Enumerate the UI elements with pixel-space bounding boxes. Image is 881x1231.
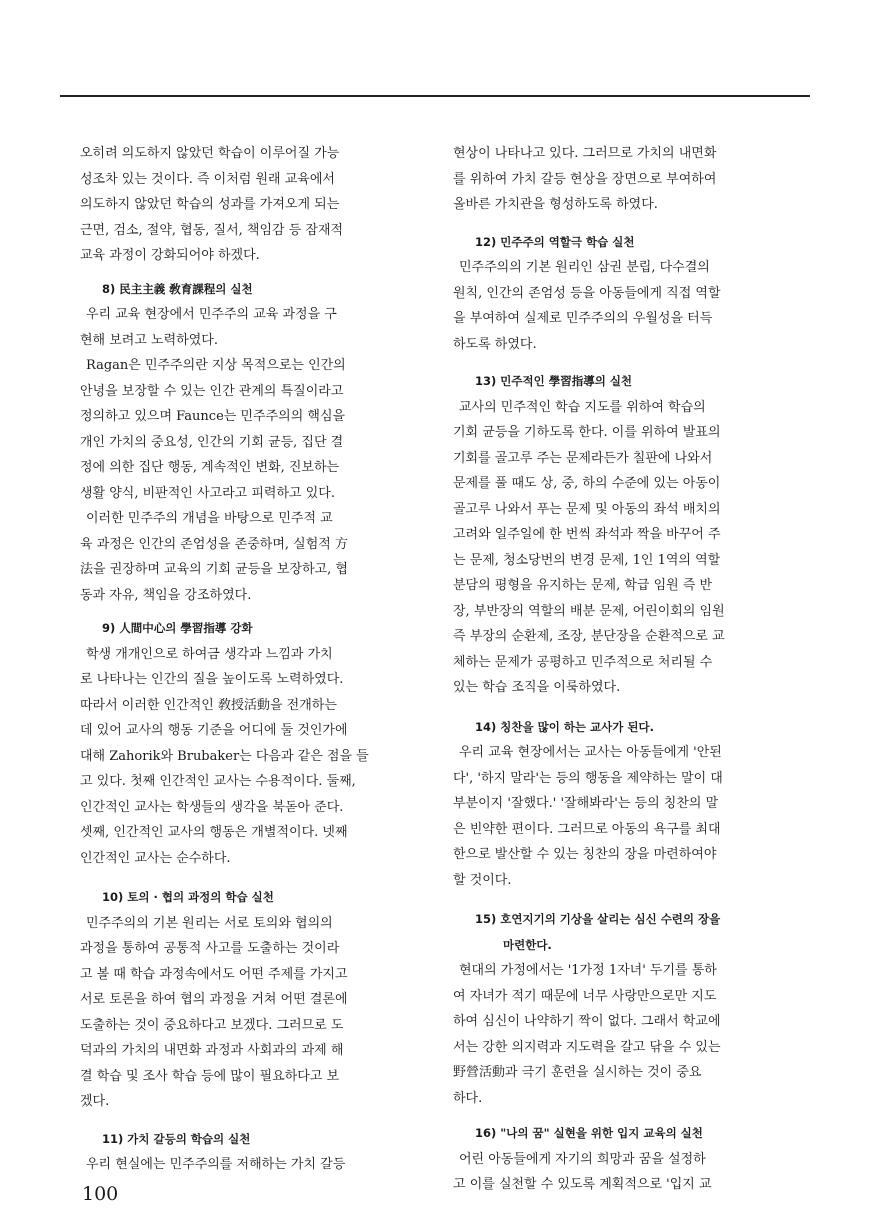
text-line: 도출하는 것이 중요하다고 보겠다. 그러므로 도 xyxy=(80,1017,344,1033)
text-line: 학생 개개인으로 하여금 생각과 느낌과 가치 xyxy=(86,646,333,662)
text-line: 고려와 일주일에 한 번씩 좌석과 짝을 바꾸어 주 xyxy=(453,527,721,542)
text-line: 을 부여하여 실제로 민주주의의 우월성을 터득 xyxy=(453,311,713,326)
text-line: 따라서 이러한 인간적인 敎授活動을 전개하는 xyxy=(80,697,337,713)
paragraph xyxy=(80,642,410,872)
text-line: 서는 강한 의지력과 지도력을 갈고 닦을 수 있는 xyxy=(453,1039,721,1055)
section-heading-12: 12) 민주주의 역할극 학습 실천 xyxy=(475,234,635,249)
text-line: 셋째, 인간적인 교사의 행동은 개별적이다. 넷째 xyxy=(80,825,348,840)
top-rule xyxy=(60,95,810,97)
text-line: 오히려 의도하지 않았던 학습이 이루어질 가능 xyxy=(80,146,340,161)
text-line: 성조차 있는 것이다. 즉 이처럼 원래 교육에서 xyxy=(80,171,335,187)
text-line: 골고루 나와서 푸는 문제 및 아동의 좌석 배치의 xyxy=(453,501,721,517)
text-line: 있는 학습 조직을 이룩하였다. xyxy=(453,680,621,695)
section-heading-9: 9) 人間中心의 學習指導 강화 xyxy=(102,621,253,635)
paragraph xyxy=(80,1152,410,1178)
section-heading-15: 15) 호연지기의 기상을 살리는 심신 수련의 장을 xyxy=(475,912,721,926)
section-heading-10: 10) 토의 · 협의 과정의 학습 실천 xyxy=(102,890,274,904)
text-line: 교육 과정이 강화되어야 하겠다. xyxy=(80,248,260,263)
text-line: 교사의 민주적인 학습 지도를 위하여 학습의 xyxy=(459,399,706,415)
text-line: 는 문제, 청소당번의 변경 문제, 1인 1역의 역할 xyxy=(453,552,721,568)
section-heading-16: 16) "나의 꿈" 실현을 위한 입지 교육의 실천 xyxy=(475,1126,703,1140)
text-line: 우리 교육 현장에서 민주주의 교육 과정을 구 xyxy=(86,307,337,322)
paragraph xyxy=(453,740,783,893)
section-heading-8: 8) 民主主義 敎育課程의 실천 xyxy=(102,281,253,296)
text-line: 여 자녀가 적기 때문에 너무 사랑만으로만 지도 xyxy=(453,988,717,1004)
text-line: 육 과정은 인간의 존엄성을 존중하며, 실험적 方 xyxy=(80,536,348,552)
text-line: 法을 권장하며 교육의 기회 균등을 보장하고, 협 xyxy=(80,562,348,577)
text-line: 이러한 민주주의 개념을 바탕으로 민주적 교 xyxy=(86,511,333,526)
text-line: 고 이를 실천할 수 있도록 계획적으로 '입지 교 xyxy=(453,1177,712,1192)
text-line: 어린 아동들에게 자기의 희망과 꿈을 설정하 xyxy=(459,1151,706,1167)
text-line: 데 있어 교사의 행동 기준을 어디에 둘 것인가에 xyxy=(80,723,348,738)
text-line: 한으로 발산할 수 있는 칭찬의 장을 마련하여야 xyxy=(453,847,717,862)
text-line: 대해 Zahorik와 Brubaker는 다음과 같은 점을 들 xyxy=(80,748,369,764)
section-heading-13: 13) 민주적인 學習指導의 실천 xyxy=(475,374,633,388)
text-line: 문제를 풀 때도 상, 중, 하의 수준에 있는 아동이 xyxy=(453,476,721,491)
text-line: 과정을 통하여 공통적 사고를 도출하는 것이라 xyxy=(80,941,340,956)
text-line: 기회 균등을 기하도록 한다. 이를 위하여 발표의 xyxy=(453,425,721,440)
paragraph xyxy=(453,255,783,357)
paragraph xyxy=(453,1147,783,1198)
text-line: 겠다. xyxy=(80,1094,110,1109)
text-line: 생활 양식, 비판적인 사고라고 피력하고 있다. xyxy=(80,485,335,501)
text-line: 다', '하지 말라'는 등의 행동을 제약하는 말이 대 xyxy=(453,770,723,786)
text-line: 하여 심신이 나약하기 짝이 없다. 그래서 학교에 xyxy=(453,1014,721,1029)
text-line: 현대의 가정에서는 '1가정 1자녀' 두기를 통하 xyxy=(459,963,717,978)
text-line: 덕과의 가치의 내면화 과정과 사회과의 과제 해 xyxy=(80,1043,344,1058)
text-line: 인간적인 교사는 순수하다. xyxy=(80,850,231,866)
text-line: 부분이지 '잘했다.' '잘해봐라'는 등의 칭찬의 말 xyxy=(453,796,719,811)
text-line: 결 학습 및 조사 학습 등에 많이 필요하다고 보 xyxy=(80,1068,340,1084)
text-line: 즉 부장의 순환제, 조장, 분단장을 순환적으로 교 xyxy=(453,629,725,644)
section-heading-15-continued: 마련한다. xyxy=(503,937,552,952)
text-line: 근면, 검소, 절약, 협동, 질서, 책임감 등 잠재적 xyxy=(80,222,344,238)
text-line: 체하는 문제가 공평하고 민주적으로 처리될 수 xyxy=(453,654,713,670)
text-line: 정에 의한 집단 행동, 계속적인 변화, 진보하는 xyxy=(80,460,340,475)
paragraph xyxy=(453,958,783,1111)
section-heading-11: 11) 가치 갈등의 학습의 실천 xyxy=(102,1131,251,1146)
paragraph xyxy=(80,911,410,1115)
text-line: 개인 가치의 중요성, 인간의 기회 균등, 집단 결 xyxy=(80,434,344,450)
text-line: 하도록 하였다. xyxy=(453,336,537,352)
text-line: 안녕을 보장할 수 있는 인간 관계의 특질이라고 xyxy=(80,383,344,399)
paragraph xyxy=(453,141,783,218)
text-line: 분담의 평형을 유지하는 문제, 학급 임원 즉 반 xyxy=(453,578,713,593)
text-line: 동과 자유, 책임을 강조하였다. xyxy=(80,587,252,603)
text-line: 우리 현실에는 민주주의를 저해하는 가치 갈등 xyxy=(86,1157,346,1172)
text-line: 인간적인 교사는 학생들의 생각을 북돋아 준다. xyxy=(80,799,344,815)
text-line: 로 나타나는 인간의 질을 높이도록 노력하였다. xyxy=(80,672,344,687)
page-number: 100 xyxy=(82,1183,119,1205)
paragraph xyxy=(80,353,410,506)
text-line: 민주주의의 기본 원리는 서로 토의와 협의의 xyxy=(86,915,333,931)
text-line: 우리 교육 현장에서는 교사는 아동들에게 '안된 xyxy=(459,745,722,760)
text-line: 정의하고 있으며 Faunce는 민주주의의 핵심을 xyxy=(80,409,346,424)
text-line: 은 빈약한 편이다. 그러므로 아동의 욕구를 최대 xyxy=(453,821,721,837)
text-line: 할 것이다. xyxy=(453,872,512,888)
text-line: Ragan은 민주주의란 지상 목적으로는 인간의 xyxy=(86,358,346,373)
text-line: 고 볼 때 학습 과정속에서도 어떤 주제를 가지고 xyxy=(80,966,348,982)
text-line: 민주주의의 기본 원리인 삼권 분립, 다수결의 xyxy=(459,260,710,275)
paragraph xyxy=(80,506,410,608)
right-column xyxy=(453,141,783,1198)
text-line: 하다. xyxy=(453,1090,483,1106)
text-line: 서로 토론을 하여 협의 과정을 거쳐 어떤 결론에 xyxy=(80,992,348,1007)
left-column xyxy=(80,141,410,1178)
text-line: 를 위하여 가치 갈등 현상을 장면으로 부여하여 xyxy=(453,171,717,187)
text-line: 현해 보려고 노력하였다. xyxy=(80,332,218,348)
text-line: 현상이 나타나고 있다. 그러므로 가치의 내면화 xyxy=(453,146,717,161)
text-line: 의도하지 않았던 학습의 성과를 가져오게 되는 xyxy=(80,197,340,212)
paragraph xyxy=(453,395,783,701)
paragraph xyxy=(80,141,410,269)
text-line: 장, 부반장의 역할의 배분 문제, 어린이회의 임원 xyxy=(453,603,725,619)
text-line: 野營活動과 극기 훈련을 실시하는 것이 중요 xyxy=(453,1065,702,1080)
text-line: 원칙, 인간의 존엄성 등을 아동들에게 직접 역할 xyxy=(453,285,721,301)
section-heading-14: 14) 칭찬을 많이 하는 교사가 된다. xyxy=(475,719,654,734)
text-line: 올바른 가치관을 형성하도록 하였다. xyxy=(453,197,658,212)
text-line: 기회를 골고루 주는 문제라든가 칠판에 나와서 xyxy=(453,450,713,466)
text-line: 고 있다. 첫째 인간적인 교사는 수용적이다. 둘째, xyxy=(80,774,356,789)
paragraph xyxy=(80,302,410,353)
